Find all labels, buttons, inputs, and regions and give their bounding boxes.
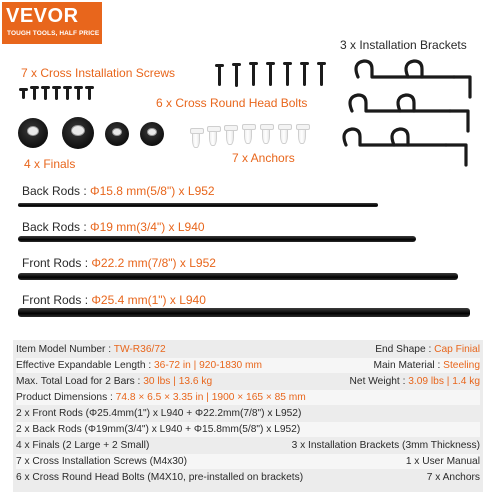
brackets-label: 3 x Installation Brackets — [340, 38, 467, 52]
rod-label-1: Back Rods : Φ15.8 mm(5/8") x L952 — [22, 184, 215, 198]
screw-icon — [44, 86, 47, 100]
logo-tagline: TOUGH TOOLS, HALF PRICE — [7, 30, 100, 37]
screw-icon — [66, 86, 69, 100]
spec-row: 2 x Front Rods (Φ25.4mm(1") x L940 + Φ22.2mm(7/8") x L952) — [16, 408, 302, 419]
anchor-icon — [298, 124, 306, 144]
finals-label: 4 x Finals — [24, 157, 76, 171]
front-rod-large — [18, 308, 470, 317]
screws-label: 7 x Cross Installation Screws — [21, 66, 176, 80]
brackets-illustration — [338, 55, 488, 175]
vevor-logo — [2, 2, 102, 44]
bolts-label: 6 x Cross Round Head Bolts — [156, 96, 308, 110]
screw-icon — [22, 88, 25, 99]
anchor-icon — [262, 124, 270, 144]
spec-row: 4 x Finals (2 Large + 2 Small) 3 x Installation Brackets (3mm Thickness) — [16, 440, 480, 451]
anchor-icon — [226, 125, 234, 145]
bolt-icon — [269, 62, 272, 86]
spec-row: Max. Total Load for 2 Bars : 30 lbs | 13.6 kg Net Weight : 3.09 lbs | 1.4 kg — [16, 376, 480, 387]
anchor-icon — [209, 126, 217, 146]
spec-row: 2 x Back Rods (Φ19mm(3/4") x L940 + Φ15.8mm(5/8") x L952) — [16, 422, 480, 437]
final-icon — [140, 122, 164, 146]
screw-icon — [77, 86, 80, 100]
bolt-icon — [320, 62, 323, 86]
anchor-icon — [280, 124, 288, 144]
screw-icon — [33, 86, 36, 100]
back-rod-large — [18, 236, 416, 242]
spec-table — [13, 340, 483, 492]
bracket-icon — [356, 61, 470, 97]
bolt-icon — [252, 62, 255, 86]
anchor-icon — [244, 124, 252, 144]
rod-label-2: Back Rods : Φ19 mm(3/4") x L940 — [22, 220, 205, 234]
logo-text: VEVOR — [6, 5, 79, 27]
screw-icon — [88, 86, 91, 100]
final-icon — [105, 122, 129, 146]
bracket-icon — [344, 129, 466, 165]
screw-icon — [55, 86, 58, 100]
spec-row: Effective Expandable Length : 36-72 in | 920-1830 mm Main Material : Steeling — [16, 360, 480, 371]
front-rod-small — [18, 273, 458, 280]
spec-row: 7 x Cross Installation Screws (M4x30) 1 x User Manual — [16, 456, 480, 467]
bolt-icon — [218, 64, 221, 86]
spec-row: 6 x Cross Round Head Bolts (M4X10, pre-installed on brackets) 7 x Anchors — [16, 472, 480, 483]
rod-label-3: Front Rods : Φ22.2 mm(7/8") x L952 — [22, 256, 216, 270]
rod-label-4: Front Rods : Φ25.4 mm(1") x L940 — [22, 293, 206, 307]
bracket-icon — [350, 95, 468, 131]
final-icon — [18, 118, 48, 148]
anchor-icon — [192, 128, 200, 148]
final-icon — [62, 117, 94, 149]
bolt-icon — [303, 62, 306, 86]
spec-row: Product Dimensions : 74.8 × 6.5 × 3.35 in | 1900 × 165 × 85 mm — [16, 390, 480, 405]
anchors-label: 7 x Anchors — [232, 151, 295, 165]
bolt-icon — [286, 62, 289, 86]
spec-row: Item Model Number : TW-R36/72 End Shape : Cap Finial — [16, 344, 480, 355]
bolt-icon — [235, 63, 238, 87]
back-rod-small — [18, 203, 378, 207]
